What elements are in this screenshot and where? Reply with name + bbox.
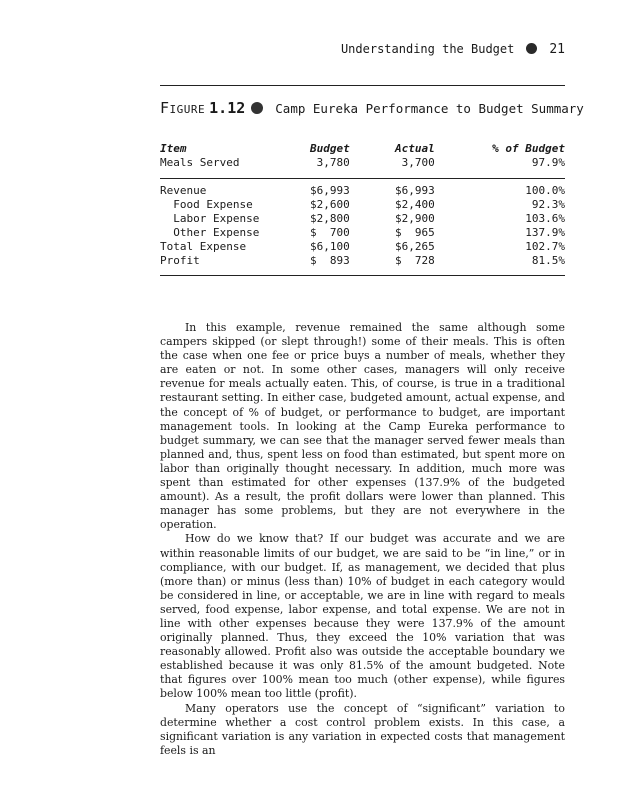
table-row xyxy=(160,254,565,268)
cell-item: Revenue xyxy=(160,184,207,197)
cell-budget: $ 893 xyxy=(310,254,350,267)
body-text xyxy=(160,321,565,758)
performance-table xyxy=(160,142,565,268)
table-row xyxy=(160,198,565,212)
figure-label-initial: F xyxy=(160,99,170,117)
col-header-item: Item xyxy=(160,142,187,155)
table-row xyxy=(160,226,565,240)
cell-pct: 103.6% xyxy=(525,212,565,225)
cell-actual: $ 965 xyxy=(395,226,435,239)
bullet-dot-icon xyxy=(251,102,263,114)
running-head-title: Understanding the Budget xyxy=(340,42,515,56)
cell-item: Total Expense xyxy=(160,240,247,253)
body-paragraph: In this example, revenue remained the same although some campers skipped (or slept through!) some of their meals. This is often the case when one fee or price buys a number of meals, whether they are eaten or not. In some other cases, managers will only receive revenue for meals actually eaten. This, of course, is true in a traditional restaurant setting. In either case, budgeted amount, actual expense, and the concept of % of budget, or performance to budget, are important management tools. In looking at the Camp Eureka performance to budget summary, we can see that the manager served fewer meals than planned and, thus, spent less on food than estimated, but spent more on labor than originally thought necessary. In addition, much more was spent than estimated for other expenses (137.9% of the budgeted amount). As a result, the profit dollars were lower than planned. This manager has some problems, but they are not everywhere in the operation. xyxy=(160,321,565,532)
cell-pct: 100.0% xyxy=(525,184,565,197)
table-row xyxy=(160,156,565,170)
cell-item: Meals Served xyxy=(160,156,240,169)
cell-actual: 3,700 xyxy=(395,156,435,169)
cell-budget: $6,993 xyxy=(310,184,350,197)
figure-top-rule xyxy=(160,85,565,86)
col-header-budget: Budget xyxy=(310,142,350,155)
cell-budget: $6,100 xyxy=(310,240,350,253)
cell-pct: 102.7% xyxy=(525,240,565,253)
page-number: 21 xyxy=(549,42,565,57)
cell-item: Other Expense xyxy=(160,226,260,239)
table-row xyxy=(160,240,565,254)
cell-pct: 137.9% xyxy=(525,226,565,239)
cell-item: Profit xyxy=(160,254,200,267)
bullet-dot-icon xyxy=(526,43,537,54)
cell-pct: 92.3% xyxy=(531,198,565,211)
cell-item: Food Expense xyxy=(160,198,253,211)
body-paragraph: Many operators use the concept of “significant” variation to determine whether a cost control problem exists. In this case, a significant variation is any variation in expected costs that management feels is an xyxy=(160,701,565,757)
cell-item: Labor Expense xyxy=(160,212,260,225)
figure-bottom-rule xyxy=(160,275,565,276)
cell-actual: $2,400 xyxy=(395,198,435,211)
col-header-actual: Actual xyxy=(395,142,435,155)
cell-actual: $2,900 xyxy=(395,212,435,225)
cell-actual: $ 728 xyxy=(395,254,435,267)
table-header-row xyxy=(160,142,565,156)
cell-budget: $2,800 xyxy=(310,212,350,225)
figure-caption xyxy=(160,98,584,120)
cell-actual: $6,993 xyxy=(395,184,435,197)
col-header-pct: % of Budget xyxy=(492,142,565,155)
cell-budget: $2,600 xyxy=(310,198,350,211)
figure-number: 1.12 xyxy=(209,99,246,117)
cell-budget: 3,780 xyxy=(310,156,350,169)
table-row xyxy=(160,212,565,226)
figure-label-rest: IGURE xyxy=(169,103,206,116)
running-head xyxy=(160,42,565,60)
table-subrule xyxy=(160,178,565,179)
figure-label xyxy=(160,99,205,117)
cell-pct: 97.9% xyxy=(531,156,565,169)
cell-actual: $6,265 xyxy=(395,240,435,253)
cell-pct: 81.5% xyxy=(531,254,565,267)
body-paragraph: How do we know that? If our budget was accurate and we are within reasonable limits of our budget, we are said to be “in line,” or in compliance, with our budget. If, as management, we decided that plus (more than) or minus (less than) 10% of budget in each category would be considered in line, or acceptable, we are in line with regard to meals served, food expense, labor expense, and total expense. We are not in line with other expenses because they were 137.9% of the amount originally planned. Thus, they exceed the 10% variation that was reasonably allowed. Profit also was outside the acceptable boundary we established because it was only 81.5% of the amount budgeted. Note that figures over 100% mean too much (other expense), while figures below 100% mean too little (profit). xyxy=(160,532,565,701)
figure-title: Camp Eureka Performance to Budget Summary xyxy=(275,101,584,116)
cell-budget: $ 700 xyxy=(310,226,350,239)
table-row xyxy=(160,184,565,198)
table-spacer xyxy=(160,170,565,184)
